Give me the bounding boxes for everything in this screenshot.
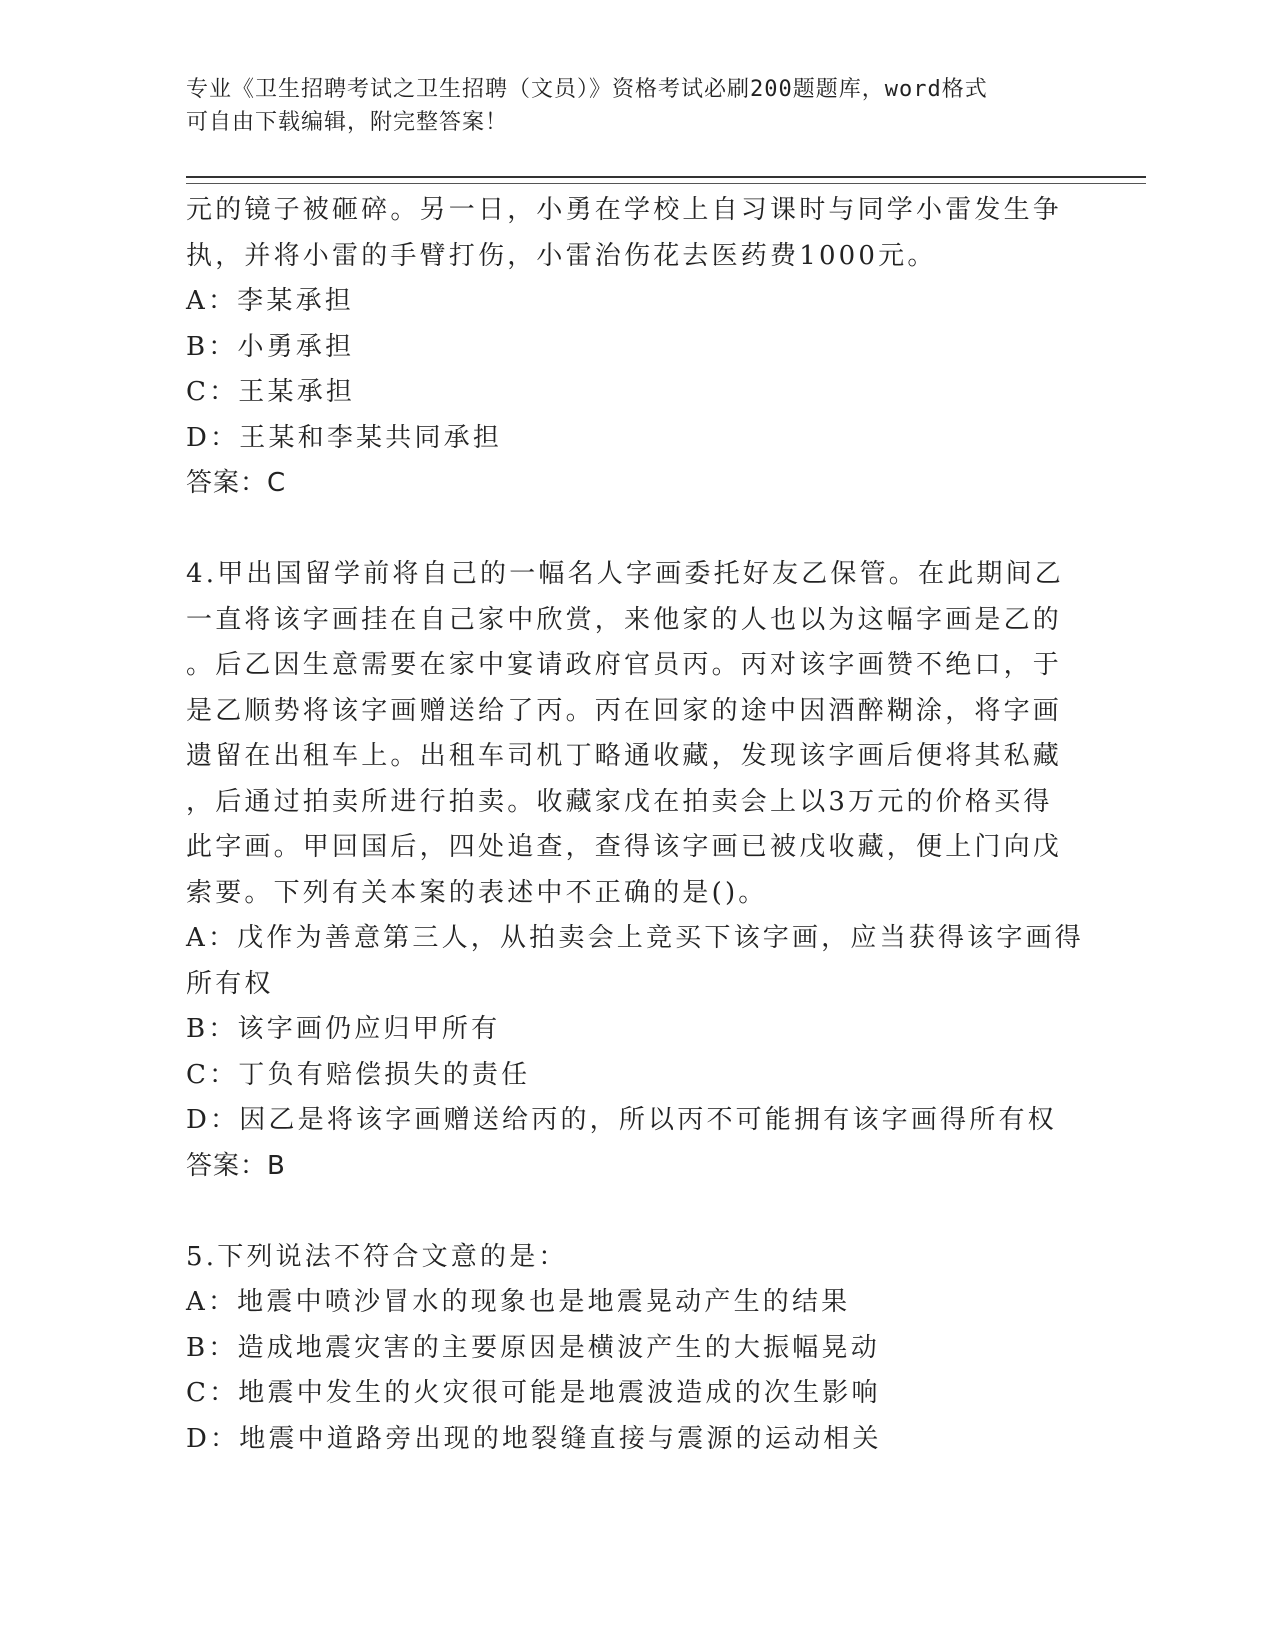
- question-stem-line: 遗留在出租车上。出租车司机丁略通收藏，发现该字画后便将其私藏: [186, 741, 1063, 771]
- header-line-1: 专业《卫生招聘考试之卫生招聘（文员）》资格考试必刷200题题库，word格式: [186, 77, 988, 102]
- header-divider-thin: [186, 183, 1146, 184]
- question-stem-line: 5.下列说法不符合文意的是：: [186, 1241, 568, 1272]
- header-line-2: 可自由下载编辑，附完整答案！: [186, 110, 509, 135]
- question-stem-line: 4.甲出国留学前将自己的一幅名人字画委托好友乙保管。在此期间乙: [186, 559, 1065, 589]
- option-c: C：地震中发生的火灾很可能是地震波造成的次生影响: [186, 1378, 881, 1408]
- option-c: C：丁负有赔偿损失的责任: [186, 1059, 531, 1090]
- document-header: [186, 73, 1066, 139]
- option-c: C：王某承担: [186, 377, 356, 407]
- question-stem-line: 元的镜子被砸碎。另一日，小勇在学校上自习课时与同学小雷发生争: [186, 195, 1063, 225]
- option-a: A：戊作为善意第三人，从拍卖会上竞买下该字画，应当获得该字画得: [186, 923, 1084, 953]
- option-d: D：地震中道路旁出现的地裂缝直接与震源的运动相关: [186, 1423, 882, 1454]
- question-stem-line: 索要。下列有关本案的表述中不正确的是()。: [186, 877, 768, 908]
- option-b: B：造成地震灾害的主要原因是横波产生的大振幅晃动: [186, 1332, 880, 1363]
- option-d: D：因乙是将该字画赠送给丙的，所以丙不可能拥有该字画得所有权: [186, 1105, 1057, 1135]
- question-stem-line: 是乙顺势将该字画赠送给了丙。丙在回家的途中因酒醉糊涂，将字画: [186, 695, 1063, 726]
- spacer: [186, 507, 1086, 553]
- question-stem-line: 一直将该字画挂在自己家中欣赏，来他家的人也以为这幅字画是乙的: [186, 604, 1063, 635]
- document-body: [186, 188, 1086, 1462]
- answer: 答案：B: [186, 1150, 286, 1181]
- question-4: [186, 552, 1086, 1189]
- answer: 答案：C: [186, 468, 287, 498]
- question-3: [186, 188, 1086, 507]
- option-a: A：李某承担: [186, 286, 354, 316]
- spacer: [186, 1189, 1086, 1235]
- header-divider-thick: [186, 176, 1146, 178]
- question-stem-line: 。后乙因生意需要在家中宴请政府官员丙。丙对该字画赞不绝口，于: [186, 650, 1063, 680]
- option-b: B：小勇承担: [186, 331, 355, 362]
- question-stem-line: 此字画。甲回国后，四处追查，查得该字画已被戊收藏，便上门向戊: [186, 832, 1063, 862]
- question-stem-line: ，后通过拍卖所进行拍卖。收藏家戊在拍卖会上以3万元的价格买得: [186, 786, 1053, 817]
- option-a: A：地震中喷沙冒水的现象也是地震晃动产生的结果: [186, 1287, 851, 1317]
- option-b: B：该字画仍应归甲所有: [186, 1014, 501, 1044]
- option-d: D：王某和李某共同承担: [186, 422, 503, 453]
- question-5: [186, 1235, 1086, 1463]
- option-a-continued: 所有权: [186, 968, 274, 999]
- question-stem-line: 执，并将小雷的手臂打伤，小雷治伤花去医药费1000元。: [186, 240, 937, 271]
